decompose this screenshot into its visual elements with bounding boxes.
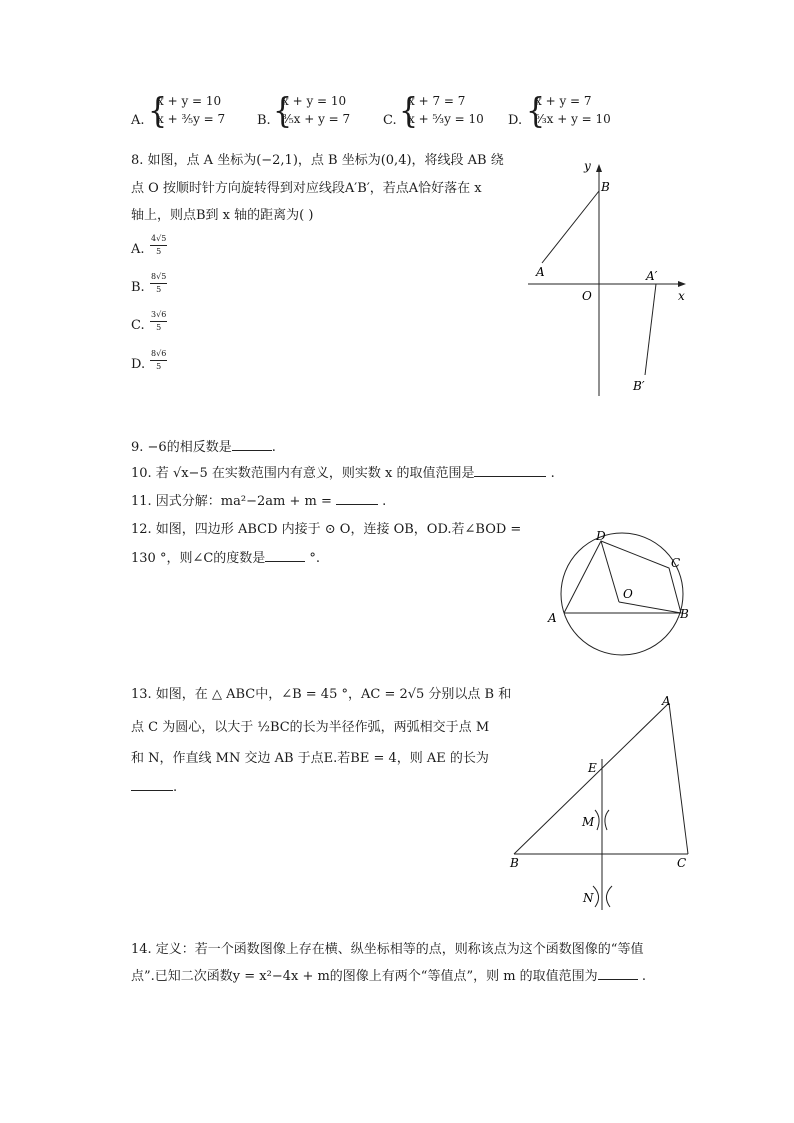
q14-text: 点”.已知二次函数y = x²−4x + m的图像上有两个“等值点”，则 m 的取值范围为 [131,969,598,984]
brace: { [399,91,419,132]
equation-line: ⁵⁄₃x + y = 10 [535,112,611,126]
equation-line: ³⁄₅x + y = 7 [282,112,351,126]
denominator: 5 [156,285,162,294]
label-c: C [671,556,681,570]
q8-option-b-label: B. [131,280,145,295]
q13-stem-line4 [131,779,177,797]
answer-blank[interactable] [474,476,546,477]
q7-option-a-label: A. [131,113,145,128]
equation-line: x + y = 7 [535,94,592,108]
label-a: A [662,694,671,708]
label-b: B [601,180,610,194]
label-e: E [588,761,597,775]
q8-stem-line1: 8. 如图，点 A 坐标为(−2,1)，点 B 坐标为(0,4)，将线段 AB 绕 [131,153,504,168]
segment-ob [619,602,681,613]
q8-option-b-fraction [150,273,167,294]
label-b: B [680,607,689,621]
q12-tail: °. [305,551,321,566]
q12-circle-figure [540,526,700,664]
label-a-prime: A′ [646,269,658,283]
denominator: 5 [156,362,162,371]
denominator: 5 [156,323,162,332]
q8-option-c-fraction [150,311,167,332]
numerator: 4√5 [150,235,167,246]
q13-stem-line2: 点 C 为圆心，以大于 ½BC的长为半径作弧，两弧相交于点 M [131,720,490,735]
q11-stem [131,493,386,511]
q9-text: 9. −6的相反数是 [131,440,232,455]
answer-blank[interactable] [265,561,305,562]
answer-blank[interactable] [598,979,638,980]
answer-blank[interactable] [232,450,272,451]
q13-stem-line3: 和 N，作直线 MN 交边 AB 于点E.若BE = 4，则 AE 的长为 [131,751,489,766]
equation-line: x + ⁵⁄₃y = 10 [408,112,484,126]
brace: { [273,91,293,132]
label-a: A [536,265,545,279]
segment-od [601,541,619,602]
side-ac [669,703,688,854]
label-b: B [510,856,519,870]
arc-m-right [605,810,609,830]
q9-stem [131,439,276,457]
numerator: 8√5 [150,273,167,284]
q11-tail: . [378,494,387,509]
q7-option-d-label: D. [508,113,523,128]
q11-text: 11. 因式分解：ma²−2am + m = [131,494,332,509]
arc-n-left [593,886,599,907]
answer-blank[interactable] [131,790,173,791]
q8-stem-line2: 点 O 按顺时针方向旋转得到对应线段A′B′，若点A恰好落在 x [131,181,482,196]
q8-option-a-fraction [150,235,167,256]
numerator: 8√6 [150,350,167,361]
label-m: M [582,815,595,829]
q14-tail: . [637,969,646,984]
denominator: 5 [156,247,162,256]
equation-line: x + ³⁄₅y = 7 [157,112,226,126]
label-o: O [582,289,592,303]
q10-tail: . [546,466,555,481]
segment-ab [542,191,599,263]
numerator: 3√6 [150,311,167,322]
q8-stem-line3: 轴上，则点B到 x 轴的距离为( ) [131,208,314,223]
q7-option-b-label: B. [257,113,271,128]
answer-blank[interactable] [336,504,378,505]
q14-stem-line1: 14. 定义：若一个函数图像上存在横、纵坐标相等的点，则称该点为这个函数图像的“等值 [131,942,644,957]
y-axis-arrow [596,164,602,172]
q8-option-c-label: C. [131,318,145,333]
brace: { [526,91,546,132]
q12-stem-line1: 12. 如图，四边形 ABCD 内接于 ⊙ O，连接 OB，OD.若∠BOD = [131,522,522,537]
equation-line: x + y = 10 [282,94,347,108]
label-b-prime: B′ [633,379,645,393]
q12-text: 130 °，则∠C的度数是 [131,551,266,566]
q13-triangle-figure [505,692,700,914]
label-a: A [548,611,557,625]
q13-stem-line1: 13. 如图，在 △ ABC中，∠B = 45 °，AC = 2√5 分别以点 B 和 [131,687,512,702]
q8-rotation-figure [520,150,700,400]
brace: { [148,91,168,132]
label-n: N [583,891,594,905]
q9-tail: . [271,440,276,455]
label-d: D [596,529,606,543]
arc-m-left [595,810,599,830]
label-y: y [584,159,591,173]
circle-o [561,533,683,655]
segment-a-prime-b-prime [645,284,656,375]
q8-option-d-fraction [150,350,167,371]
label-c: C [677,856,687,870]
label-o: O [623,587,633,601]
q7-option-c-label: C. [383,113,397,128]
q8-option-d-label: D. [131,357,146,372]
label-x: x [678,289,685,303]
q14-stem-line2 [131,968,646,986]
q10-text: 10. 若 √x−5 在实数范围内有意义，则实数 x 的取值范围是 [131,466,475,481]
arc-n-right [606,886,612,907]
q13-tail: . [173,780,178,795]
side-ba [514,703,669,854]
x-axis-arrow [678,281,686,287]
q12-stem-line2 [131,550,320,568]
equation-line: x + 7 = 7 [408,94,466,108]
equation-line: x + y = 10 [157,94,222,108]
q8-option-a-label: A. [131,242,145,257]
q10-stem [131,465,555,483]
